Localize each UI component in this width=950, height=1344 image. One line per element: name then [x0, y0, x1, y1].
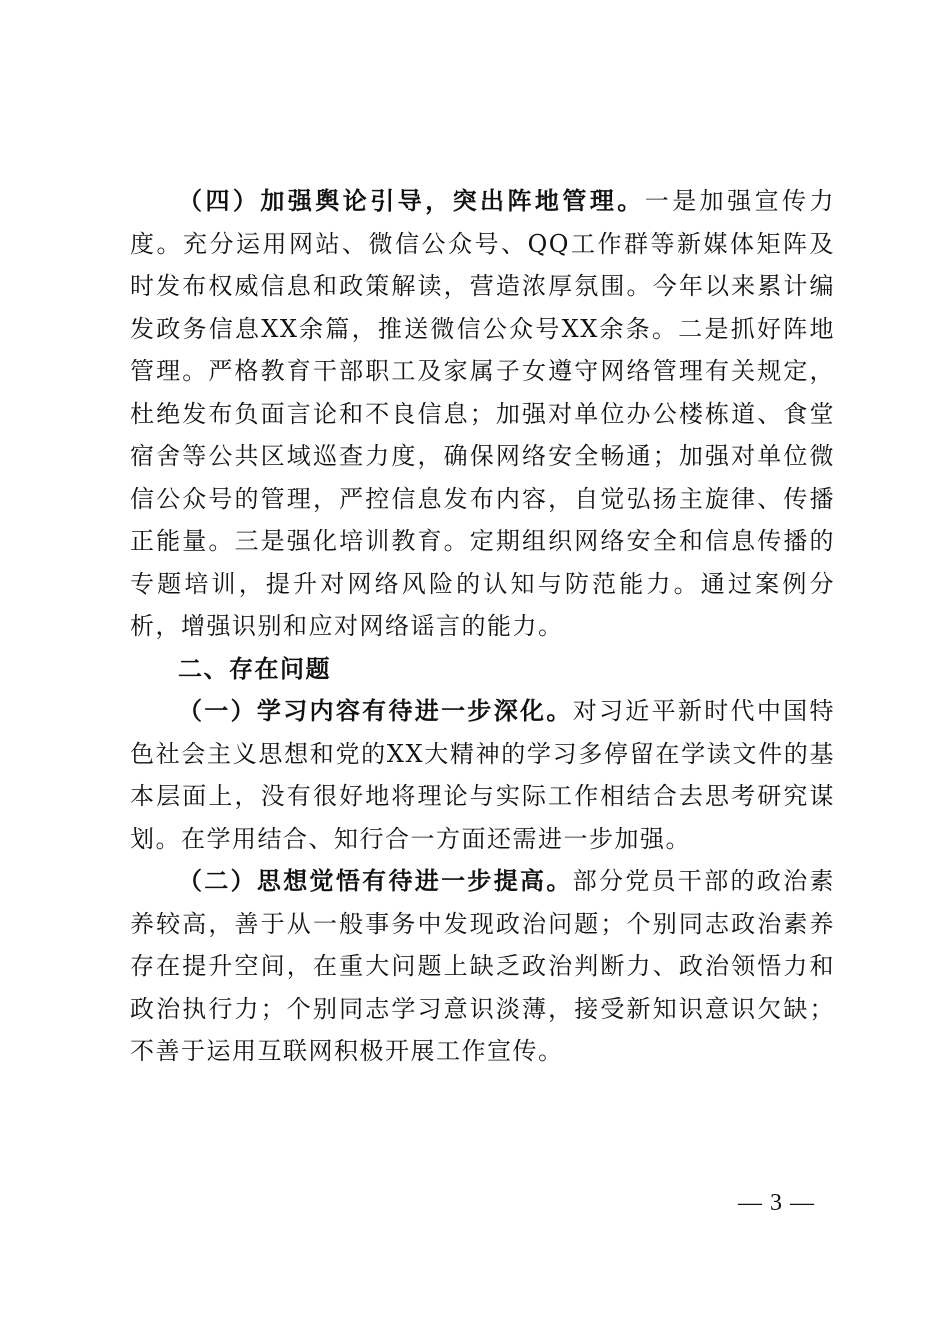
paragraph-lead: （一）学习内容有待进一步深化。 [178, 696, 573, 725]
paragraph-lead: （四）加强舆论引导，突出阵地管理。 [178, 186, 645, 215]
paragraph-text: 部分党员干部的政治素养较高，善于从一般事务中发现政治问题；个别同志政治素养存在提升空间，在重大问题上缺乏政治判断力、政治领悟力和政治执行力；个别同志学习意识淡薄，接受新知识意识欠缺；不善于运用互联网积极开展工作宣传。 [130, 867, 835, 1065]
paragraph-problem-one [130, 690, 835, 860]
page-number: — 3 — [738, 1190, 815, 1216]
paragraph-text: 对习近平新时代中国特色社会主义思想和党的XX大精神的学习多停留在学读文件的基本层面上，没有很好地将理论与实际工作相结合去思考研究谋划。在学用结合、知行合一方面还需进一步加强。 [130, 697, 835, 853]
paragraph-problem-two [130, 860, 835, 1073]
paragraph-text: 一是加强宣传力度。充分运用网站、微信公众号、QQ工作群等新媒体矩阵及时发布权威信息和政策解读，营造浓厚氛围。今年以来累计编发政务信息XX余篇，推送微信公众号XX余条。二是抓好阵地管理。严格教育干部职工及家属子女遵守网络管理有关规定，杜绝发布负面言论和不良信息；加强对单位办公楼栋道、食堂宿舍等公共区域巡查力度，确保网络安全畅通；加强对单位微信公众号的管理，严控信息发布内容，自觉弘扬主旋律、传播正能量。三是强化培训教育。定期组织网络安全和信息传播的专题培训，提升对网络风险的认知与防范能力。通过案例分析，增强识别和应对网络谣言的能力。 [130, 187, 836, 640]
document-body [130, 180, 835, 1073]
section-heading: 二、存在问题 [178, 654, 331, 683]
paragraph-lead: （二）思想觉悟有待进一步提高。 [178, 866, 573, 895]
paragraph-section-four [130, 180, 835, 648]
